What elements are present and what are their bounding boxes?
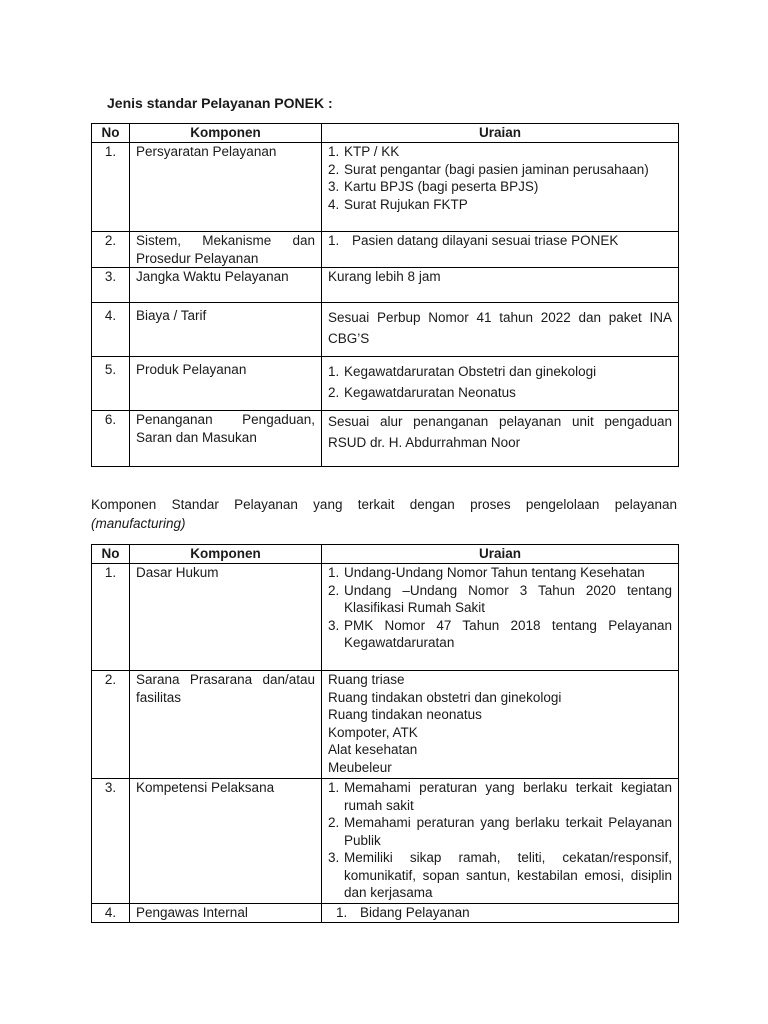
header-komponen: Komponen [130,124,322,143]
row-uraian [322,357,679,411]
list-item: 2. Memahami peraturan yang berlaku terkait Pelayanan Publik [328,815,672,848]
row-uraian: Sesuai alur penanganan pelayanan unit pengaduan RSUD dr. H. Abdurrahman Noor [322,411,679,467]
row-komponen: Biaya / Tarif [130,303,322,357]
table-row [92,779,679,904]
paragraph-italic-text: (manufacturing) [91,516,186,531]
row-uraian [322,143,679,232]
header-no: No [92,124,130,143]
list-item: 1. Pasien datang dilayani sesuai triase PONEK [328,233,619,248]
table-header-row [92,124,679,143]
row-komponen: Jangka Waktu Pelayanan [130,268,322,303]
row-komponen: Pengawas Internal [130,904,322,923]
header-komponen: Komponen [130,545,322,564]
table-row [92,232,679,268]
uraian-list [328,232,672,250]
row-number: 3. [92,268,130,303]
row-number: 1. [92,564,130,671]
table-row [92,671,679,779]
uraian-list [328,779,672,902]
table-row [92,411,679,467]
row-komponen: Produk Pelayanan [130,357,322,411]
row-number: 6. [92,411,130,467]
list-item: 2. Kegawatdaruratan Neonatus [328,385,516,400]
row-number: 2. [92,671,130,779]
row-komponen: Kompetensi Pelaksana [130,779,322,904]
paragraph-text: Komponen Standar Pelayanan yang terkait dengan proses pengelolaan pelayanan [91,497,677,512]
row-komponen: Penanganan Pengaduan, Saran dan Masukan [130,411,322,467]
list-item: Ruang tindakan obstetri dan ginekologi [328,689,562,705]
table-row [92,564,679,671]
list-item: 4. Surat Rujukan FKTP [328,196,468,212]
table-standar-ponek [91,123,679,467]
list-item: 1. Undang-Undang Nomor Tahun tentang Kesehatan [328,565,645,580]
list-item: Alat kesehatan [328,742,418,757]
list-item: 1. KTP / KK [328,144,400,159]
table-row [92,904,679,923]
list-item: Ruang tindakan neonatus [328,707,482,722]
row-uraian [322,904,679,923]
table-row [92,357,679,411]
list-item: 3. Memiliki sikap ramah, teliti, cekatan/responsif, komunikatif, sopan santun, kestabilan emosi, disiplin dan kerjasama [328,850,672,900]
intro-paragraph [91,495,677,533]
list-item: 3. Kartu BPJS (bagi peserta BPJS) [328,179,539,194]
table-row [92,143,679,232]
table-row [92,268,679,303]
list-item: 1. Kegawatdaruratan Obstetri dan ginekologi [328,364,597,379]
list-item: 3. PMK Nomor 47 Tahun 2018 tentang Pelayanan Kegawatdaruratan [328,617,672,650]
list-item: 2. Surat pengantar (bagi pasien jaminan perusahaan) [328,161,649,177]
row-number: 2. [92,232,130,268]
list-item: Kompoter, ATK [328,724,418,740]
row-number: 3. [92,779,130,904]
row-number: 4. [92,303,130,357]
list-item: Meubeleur [328,759,392,775]
list-item: Ruang triase [328,672,405,687]
row-number: 5. [92,357,130,411]
row-uraian [322,232,679,268]
header-no: No [92,545,130,564]
table-row [92,303,679,357]
table-header-row [92,545,679,564]
row-uraian [322,671,679,779]
row-uraian: Kurang lebih 8 jam [322,268,679,303]
row-number: 4. [92,904,130,923]
header-uraian: Uraian [322,545,679,564]
uraian-list [328,143,672,213]
uraian-list [328,904,672,922]
row-uraian [322,779,679,904]
row-uraian [322,564,679,671]
uraian-list [328,361,672,403]
row-number: 1. [92,143,130,232]
list-item: 1. Bidang Pelayanan [336,905,470,920]
header-uraian: Uraian [322,124,679,143]
row-komponen: Sarana Prasarana dan/atau fasilitas [130,671,322,779]
row-komponen: Sistem, Mekanisme dan Prosedur Pelayanan [130,232,322,268]
uraian-list [328,564,672,652]
row-uraian: Sesuai Perbup Nomor 41 tahun 2022 dan paket INA CBG’S [322,303,679,357]
row-komponen: Dasar Hukum [130,564,322,671]
list-item: 2. Undang –Undang Nomor 3 Tahun 2020 tentang Klasifikasi Rumah Sakit [328,582,672,615]
table-komponen-manufacturing [91,544,679,923]
document-title: Jenis standar Pelayanan PONEK : [107,95,333,111]
row-komponen: Persyaratan Pelayanan [130,143,322,232]
list-item: 1. Memahami peraturan yang berlaku terkait kegiatan rumah sakit [328,780,672,813]
